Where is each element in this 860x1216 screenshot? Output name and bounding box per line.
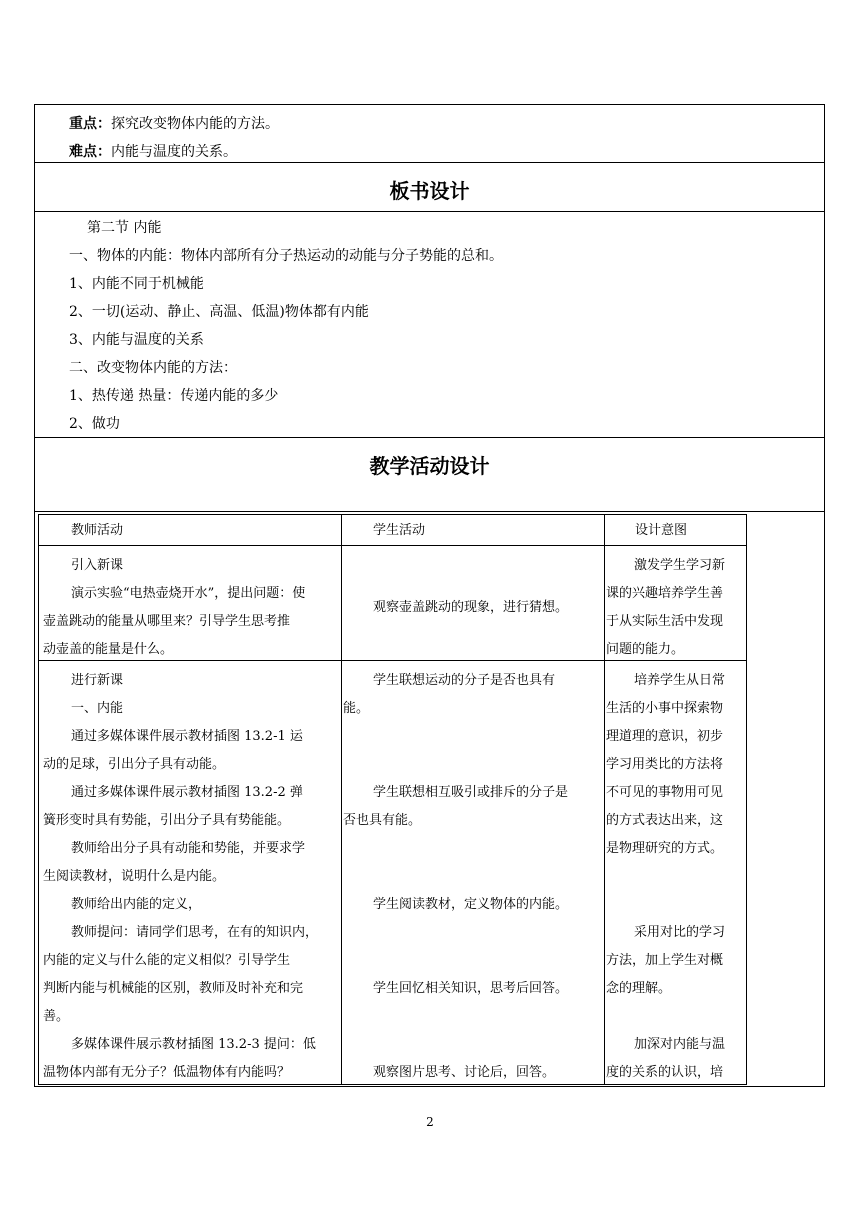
cell-line: 通过多媒体课件展示教材插图 13.2-1 运 xyxy=(71,729,303,744)
table-row-teacher xyxy=(43,667,318,1087)
table-row-teacher xyxy=(43,552,305,664)
cell-line: 激发学生学习新 xyxy=(634,558,726,573)
column-divider xyxy=(341,515,342,1084)
key-point-line xyxy=(69,114,279,134)
cell-line: 温物体内部有无分子？低温物体有内能吗？ xyxy=(43,1065,291,1080)
table-row-intent xyxy=(606,667,725,863)
cell-line: 度的关系的认识，培 xyxy=(606,1065,724,1080)
cell-line: 动的足球，引出分子具有动能。 xyxy=(43,757,226,772)
student-cell-line: 学生联想运动的分子是否也具有 xyxy=(373,673,556,688)
board-line: 2、一切(运动、静止、高温、低温)物体都有内能 xyxy=(69,304,369,320)
cell-line: 判断内能与机械能的区别，教师及时补充和完 xyxy=(43,981,304,996)
cell-line: 培养学生从日常 xyxy=(634,673,726,688)
cell-line: 演示实验“电热壶烧开水”，提出问题：使 xyxy=(71,586,306,601)
difficulty-label: 难点： xyxy=(69,144,111,160)
cell-line: 壶盖跳动的能量从哪里来？引导学生思考推 xyxy=(43,614,291,629)
cell-line: 于从实际生活中发现 xyxy=(606,614,724,629)
cell-line: 一、内能 xyxy=(71,701,124,716)
key-point-text: 探究改变物体内能的方法。 xyxy=(111,116,279,132)
column-header-student: 学生活动 xyxy=(373,523,426,538)
cell-line: 多媒体课件展示教材插图 13.2-3 提问：低 xyxy=(71,1037,316,1052)
column-header-teacher: 教师活动 xyxy=(71,523,124,538)
board-line: 2、做功 xyxy=(69,416,120,432)
page-number: 2 xyxy=(426,1115,434,1129)
difficulty-line xyxy=(69,142,237,162)
cell-line: 方法，加上学生对概 xyxy=(606,953,724,968)
cell-line: 进行新课 xyxy=(71,673,124,688)
table-row-intent xyxy=(606,1031,725,1087)
key-point-label: 重点： xyxy=(69,116,111,132)
divider xyxy=(35,162,824,163)
divider xyxy=(35,211,824,212)
divider xyxy=(35,437,824,438)
student-cell-line: 观察图片思考、讨论后，回答。 xyxy=(373,1065,556,1080)
cell-line: 通过多媒体课件展示教材插图 13.2-2 弹 xyxy=(71,785,303,800)
board-line: 二、改变物体内能的方法： xyxy=(69,360,237,376)
cell-line: 加深对内能与温 xyxy=(634,1037,726,1052)
cell-line: 生活的小事中探索物 xyxy=(606,701,724,716)
cell-line: 学习用类比的方法将 xyxy=(606,757,724,772)
cell-line: 动壶盖的能量是什么。 xyxy=(43,642,174,657)
table-row-intent xyxy=(606,919,725,1003)
cell-line: 课的兴趣培养学生善 xyxy=(606,586,724,601)
board-design-heading: 板书设计 xyxy=(389,179,470,203)
student-cell-line: 能。 xyxy=(343,701,370,716)
board-line: 1、内能不同于机械能 xyxy=(69,276,204,292)
student-cell-line: 学生阅读教材，定义物体的内能。 xyxy=(373,897,569,912)
cell-line: 教师给出分子具有动能和势能，并要求学 xyxy=(71,841,306,856)
difficulty-text: 内能与温度的关系。 xyxy=(111,144,237,160)
cell-line: 教师提问：请同学们思考，在有的知识内， xyxy=(71,925,319,940)
cell-line: 是物理研究的方式。 xyxy=(606,841,724,856)
column-divider xyxy=(604,515,605,1084)
cell-line: 不可见的事物用可见 xyxy=(606,785,724,800)
column-header-intent: 设计意图 xyxy=(635,523,688,538)
student-cell-line: 学生回忆相关知识，思考后回答。 xyxy=(373,981,569,996)
cell-line: 问题的能力。 xyxy=(606,642,685,657)
cell-line: 内能的定义与什么能的定义相似？引导学生 xyxy=(43,953,291,968)
cell-line: 引入新课 xyxy=(71,558,124,573)
cell-line: 理道理的意识，初步 xyxy=(606,729,724,744)
activity-design-heading: 教学活动设计 xyxy=(369,454,490,478)
cell-line: 教师给出内能的定义， xyxy=(71,897,202,912)
row-divider xyxy=(39,545,746,546)
table-row-intent xyxy=(606,552,725,664)
student-cell-line: 学生联想相互吸引或排斥的分子是 xyxy=(373,785,569,800)
cell-line: 簧形变时具有势能，引出分子具有势能能。 xyxy=(43,813,291,828)
board-line: 1、热传递 热量：传递内能的多少 xyxy=(69,388,279,404)
student-cell-line: 否也具有能。 xyxy=(343,813,422,828)
cell-line: 的方式表达出来，这 xyxy=(606,813,724,828)
lesson-plan-table xyxy=(34,104,825,1087)
cell-line: 生阅读教材，说明什么是内能。 xyxy=(43,869,226,884)
divider xyxy=(35,511,824,512)
cell-line: 采用对比的学习 xyxy=(634,925,726,940)
board-line: 3、内能与温度的关系 xyxy=(69,332,204,348)
board-line: 第二节 内能 xyxy=(87,220,162,236)
table-row-student xyxy=(373,594,568,622)
cell-line: 观察壶盖跳动的现象，进行猜想。 xyxy=(373,600,569,615)
activity-table xyxy=(38,514,747,1085)
cell-line: 善。 xyxy=(43,1009,70,1024)
board-line: 一、物体的内能：物体内部所有分子热运动的动能与分子势能的总和。 xyxy=(69,248,503,264)
cell-line: 念的理解。 xyxy=(606,981,672,996)
